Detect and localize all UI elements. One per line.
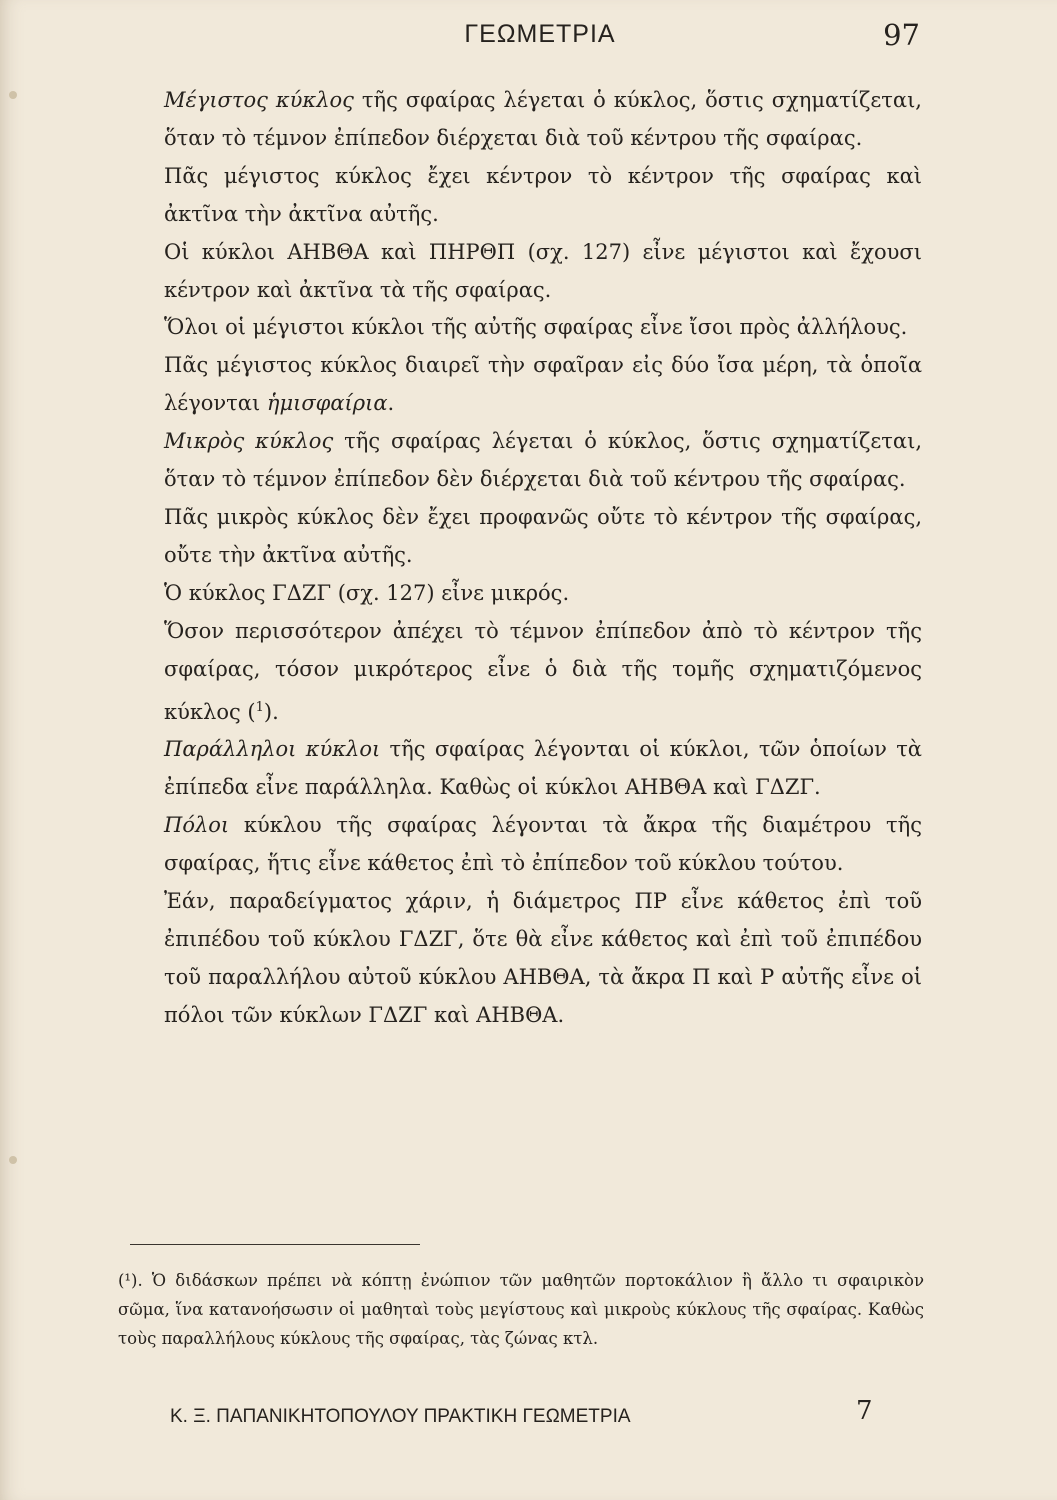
paragraph xyxy=(164,82,922,158)
footnote-rule xyxy=(130,1244,420,1245)
paragraph xyxy=(164,613,922,732)
paragraph-text: Πᾶς μέγιστος κύκλος ἔχει κέντρον τὸ κέντρον τῆς σφαίρας καὶ ἀκτῖνα τὴν ἀκτῖνα αὐτῆς. xyxy=(164,163,922,226)
defined-term: Μέγιστος κύκλος xyxy=(164,88,354,112)
paragraph xyxy=(164,883,922,1035)
binding-holes xyxy=(6,0,20,1500)
paragraph-text: Οἱ κύκλοι ΑΗΒΘΑ καὶ ΠΗΡΘΠ (σχ. 127) εἶνε μέγιστοι καὶ ἔχουσι κέντρον καὶ ἀκτῖνα τὰ τῆς σφαίρας. xyxy=(164,239,922,302)
defined-term: Παράλληλοι κύκλοι xyxy=(164,737,381,762)
paragraph-text: τῆς σφαίρας λέγεται ὁ κύκλος, ὅστις σχηματίζεται, ὅταν τὸ τέμνον ἐπίπεδον διέρχεται διὰ τοῦ κέντρου τῆς σφαίρας. xyxy=(164,88,922,150)
page-number: 97 xyxy=(883,18,920,52)
paragraph-text: Πᾶς μικρὸς κύκλος δὲν ἔχει προφανῶς οὔτε τὸ κέντρον τῆς σφαίρας, οὔτε τὴν ἀκτῖνα αὐτῆς. xyxy=(164,504,922,567)
paragraph-text: τῆς σφαίρας λέγεται ὁ κύκλος, ὅστις σχηματίζεται, ὅταν τὸ τέμνον ἐπίπεδον δὲν διέρχεται διὰ τοῦ κέντρου τῆς σφαίρας. xyxy=(164,429,922,492)
paragraph-text: κύκλου τῆς σφαίρας λέγονται τὰ ἄκρα τῆς διαμέτρου τῆς σφαίρας, ἥτις εἶνε κάθετος ἐπὶ τὸ ἐπίπεδον τοῦ κύκλου τούτου. xyxy=(164,813,922,876)
paragraph-text: Ὅσον περισσότερον ἀπέχει τὸ τέμνον ἐπίπεδον ἀπὸ τὸ κέντρον τῆς σφαίρας, τόσον μικρότερος εἶνε ὁ διὰ τῆς τομῆς σχηματιζόμενος κύκλος ( xyxy=(164,618,922,724)
paragraph xyxy=(164,807,922,883)
paragraph xyxy=(164,347,922,423)
paragraph-text: Ὁ κύκλος ΓΔΖΓ (σχ. 127) εἶνε μικρός. xyxy=(164,580,570,605)
signature-mark: 7 xyxy=(856,1396,873,1426)
page-footer xyxy=(170,1396,873,1432)
body-text xyxy=(164,82,922,1035)
paragraph xyxy=(164,158,922,234)
binding-hole xyxy=(9,91,17,99)
paragraph-text: ). xyxy=(263,699,279,724)
defined-term: Πόλοι xyxy=(164,813,230,838)
footnote-ref: 1 xyxy=(255,699,264,715)
paragraph-text: . xyxy=(387,391,395,416)
paragraph xyxy=(164,575,922,613)
paragraph xyxy=(164,234,922,310)
paragraph xyxy=(164,731,922,807)
paragraph-text: Ὅλοι οἱ μέγιστοι κύκλοι τῆς αὐτῆς σφαίρας εἶνε ἴσοι πρὸς ἀλλήλους. xyxy=(164,315,908,340)
paragraph xyxy=(164,309,922,347)
footnote-marker: (¹). xyxy=(118,1271,143,1290)
paragraph-text: Ἐάν, παραδείγματος χάριν, ἡ διάμετρος ΠΡ εἶνε κάθετος ἐπὶ τοῦ ἐπιπέδου τοῦ κύκλου ΓΔΖΓ, ὅτε θὰ εἶνε κάθετος καὶ ἐπὶ τοῦ ἐπιπέδου τοῦ παραλλήλου αὐτοῦ κύκλου ΑΗΒΘΑ, τὰ ἄκρα Π καὶ Ρ αὐτῆς εἶνε οἱ πόλοι τῶν κύκλων ΓΔΖΓ καὶ ΑΗΒΘΑ. xyxy=(164,889,922,1027)
running-title: ΓΕΩΜΕΤΡΙΑ xyxy=(464,20,616,48)
footnote-text: Ὁ διδάσκων πρέπει νὰ κόπτῃ ἐνώπιον τῶν μαθητῶν πορτοκάλιον ἢ ἄλλο τι σφαιρικὸν σῶμα, ἵνα κατανοήσωσιν οἱ μαθηταὶ τοὺς μεγίστους καὶ μικροὺς κύκλους τῆς σφαίρας. Καθὼς τοὺς παραλλήλους κύκλους τῆς σφαίρας, τὰς ζώνας κτλ. xyxy=(118,1271,924,1348)
defined-term: ἡμισφαίρια xyxy=(266,391,388,416)
printer-imprint: Κ. Ξ. ΠΑΠΑΝΙΚΗΤΟΠΟΥΛΟΥ ΠΡΑΚΤΙΚΗ ΓΕΩΜΕΤΡΙΑ xyxy=(170,1406,631,1427)
binding-hole xyxy=(9,1156,17,1164)
page-header xyxy=(160,20,920,60)
paragraph-text: Πᾶς μέγιστος κύκλος διαιρεῖ τὴν σφαῖραν εἰς δύο ἴσα μέρη, τὰ ὁποῖα λέγονται xyxy=(164,353,922,416)
paragraph xyxy=(164,423,922,499)
paragraph-text: τῆς σφαίρας λέγονται οἱ κύκλοι, τῶν ὁποίων τὰ ἐπίπεδα εἶνε παράλληλα. Καθὼς οἱ κύκλοι ΑΗΒΘΑ καὶ ΓΔΖΓ. xyxy=(164,737,922,800)
defined-term: Μικρὸς κύκλος xyxy=(164,429,334,454)
paragraph xyxy=(164,499,922,575)
footnote xyxy=(118,1266,924,1353)
